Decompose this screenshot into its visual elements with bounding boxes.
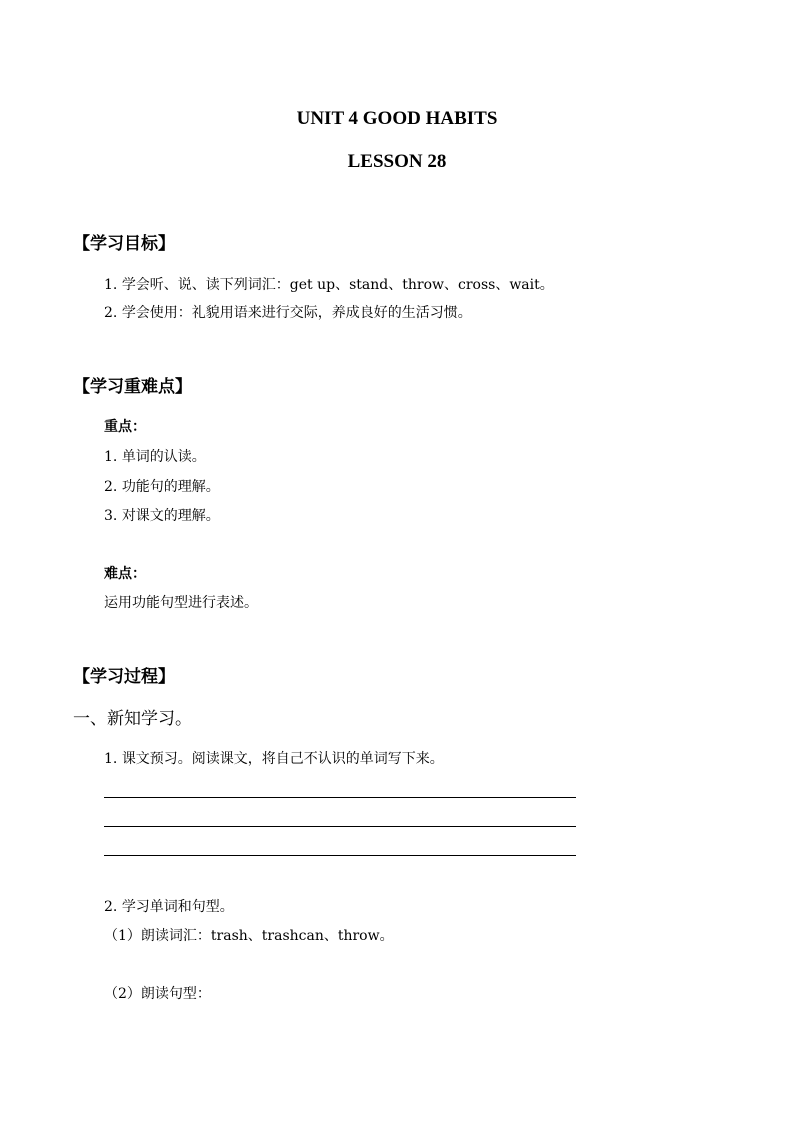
objectives-heading: 【学习目标】 — [73, 234, 175, 254]
step-2 — [104, 900, 234, 914]
objective-text: 学会使用：礼貌用语来进行交际，养成良好的生活习惯。 — [121, 305, 472, 321]
focus-item-2 — [104, 480, 220, 494]
section-new-learning: 一、新知学习。 — [73, 709, 192, 729]
focus-item-1 — [104, 450, 206, 464]
process-heading: 【学习过程】 — [73, 667, 175, 687]
focus-text: 对课文的理解。 — [121, 508, 220, 524]
objective-item-1 — [104, 278, 554, 292]
objective-number: 2. — [104, 305, 118, 321]
focus-item-3 — [104, 509, 220, 523]
lesson-title: LESSON 28 — [347, 151, 447, 172]
focus-text: 功能句的理解。 — [121, 479, 220, 495]
difficulty-label: 难点： — [104, 566, 146, 582]
step-text: 课文预习。阅读课文，将自己不认识的单词写下来。 — [121, 751, 444, 767]
step-number: 2. — [104, 899, 118, 915]
focus-number: 3. — [104, 508, 118, 524]
sub-step-sentences: （2）朗读句型： — [104, 986, 211, 1002]
answer-line-2[interactable] — [104, 826, 576, 827]
answer-line-1[interactable] — [104, 797, 576, 798]
sub-step-vocabulary: （1）朗读词汇：trash、trashcan、throw。 — [104, 928, 394, 944]
difficulty-text: 运用功能句型进行表述。 — [104, 595, 258, 611]
answer-line-3[interactable] — [104, 855, 576, 856]
key-points-heading: 【学习重难点】 — [73, 377, 192, 397]
objective-text: 学会听、说、读下列词汇：get up、stand、throw、cross、wait。 — [121, 277, 554, 293]
step-number: 1. — [104, 751, 118, 767]
step-text: 学习单词和句型。 — [121, 899, 234, 915]
objective-item-2 — [104, 306, 472, 320]
focus-number: 1. — [104, 449, 118, 465]
focus-number: 2. — [104, 479, 118, 495]
step-1 — [104, 752, 444, 766]
objective-number: 1. — [104, 277, 118, 293]
focus-label: 重点： — [104, 419, 146, 435]
focus-text: 单词的认读。 — [121, 449, 206, 465]
page-title: UNIT 4 GOOD HABITS — [296, 108, 498, 129]
